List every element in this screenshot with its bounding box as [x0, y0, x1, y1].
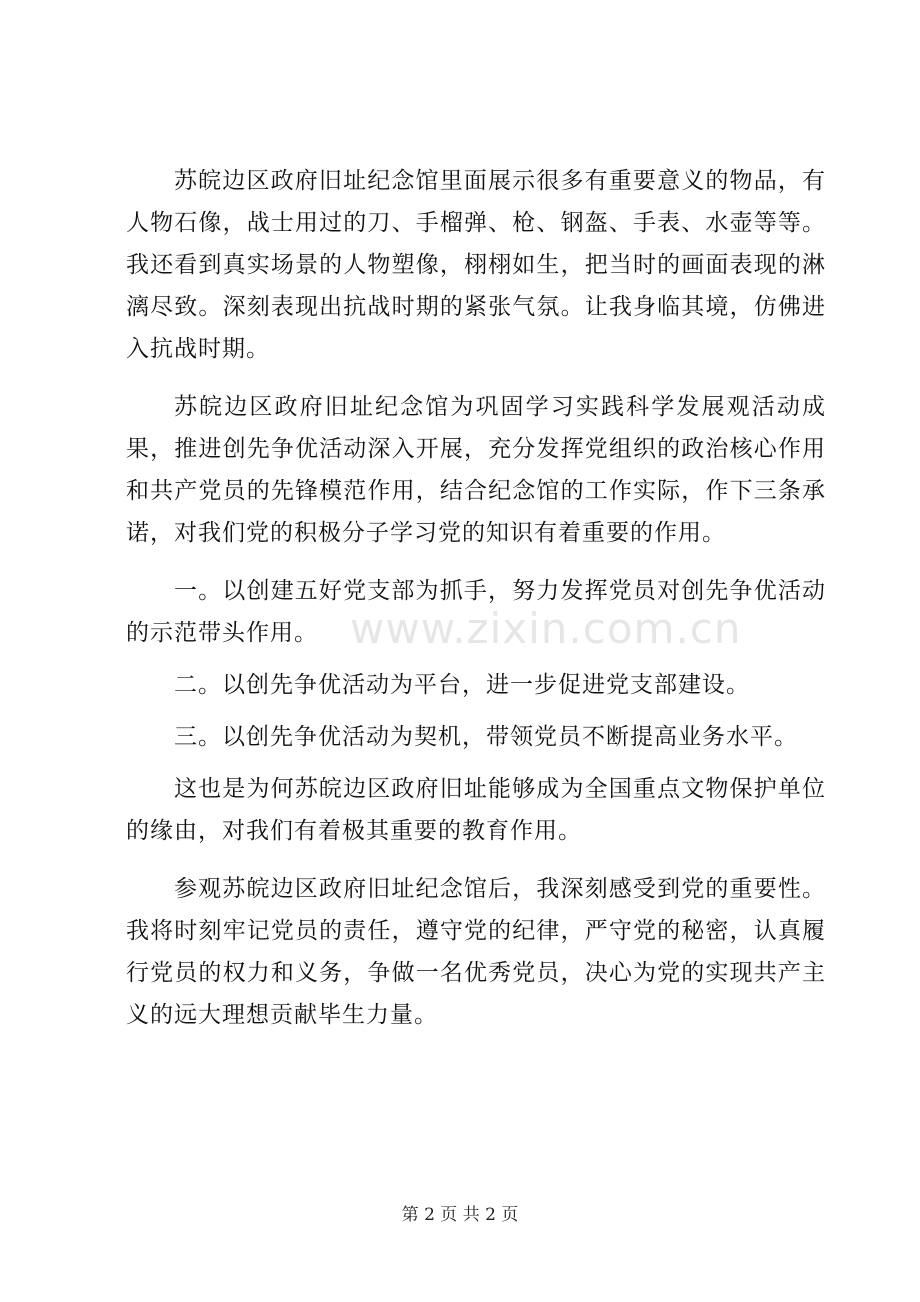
paragraph-commitment-two: 二。以创先争优活动为平台，进一步促进党支部建设。	[174, 672, 750, 698]
watermark: www.zixin.com.cn	[350, 604, 742, 653]
paragraph-conclusion: 参观苏皖边区政府旧址纪念馆后，我深刻感受到党的重要性。我将时刻牢记党员的责任，遵守党的纪律，严守党的秘密，认真履行党员的权力和义务，争做一名优秀党员，决心为党的实现共产主义的远大理想贡献毕生力量。	[126, 876, 826, 1028]
paragraph-commitment-three: 三。以创先争优活动为契机，带领党员不断提高业务水平。	[174, 724, 798, 750]
paragraph-commitments: 苏皖边区政府旧址纪念馆为巩固学习实践科学发展观活动成果，推进创先争优活动深入开展，充分发挥党组织的政治核心作用和共产党员的先锋模范作用，结合纪念馆的工作实际，作下三条承诺，对我们党的积极分子学习党的知识有着重要的作用。	[126, 394, 826, 546]
paragraph-significance: 这也是为何苏皖边区政府旧址能够成为全国重点文物保护单位的缘由，对我们有着极其重要的教育作用。	[126, 776, 826, 844]
paragraph-commitment-one: 一。以创建五好党支部为抓手，努力发挥党员对创先争优活动的示范带头作用。	[126, 578, 826, 646]
page-footer: 第 2 页 共 2 页	[401, 1205, 519, 1225]
paragraph-museum-exhibits: 苏皖边区政府旧址纪念馆里面展示很多有重要意义的物品，有人物石像，战士用过的刀、手榴弹、枪、钢盔、手表、水壶等等。我还看到真实场景的人物塑像，栩栩如生，把当时的画面表现的淋漓尽致。深刻表现出抗战时期的紧张气氛。让我身临其境，仿佛进入抗战时期。	[126, 168, 826, 362]
document-body	[126, 160, 826, 1052]
